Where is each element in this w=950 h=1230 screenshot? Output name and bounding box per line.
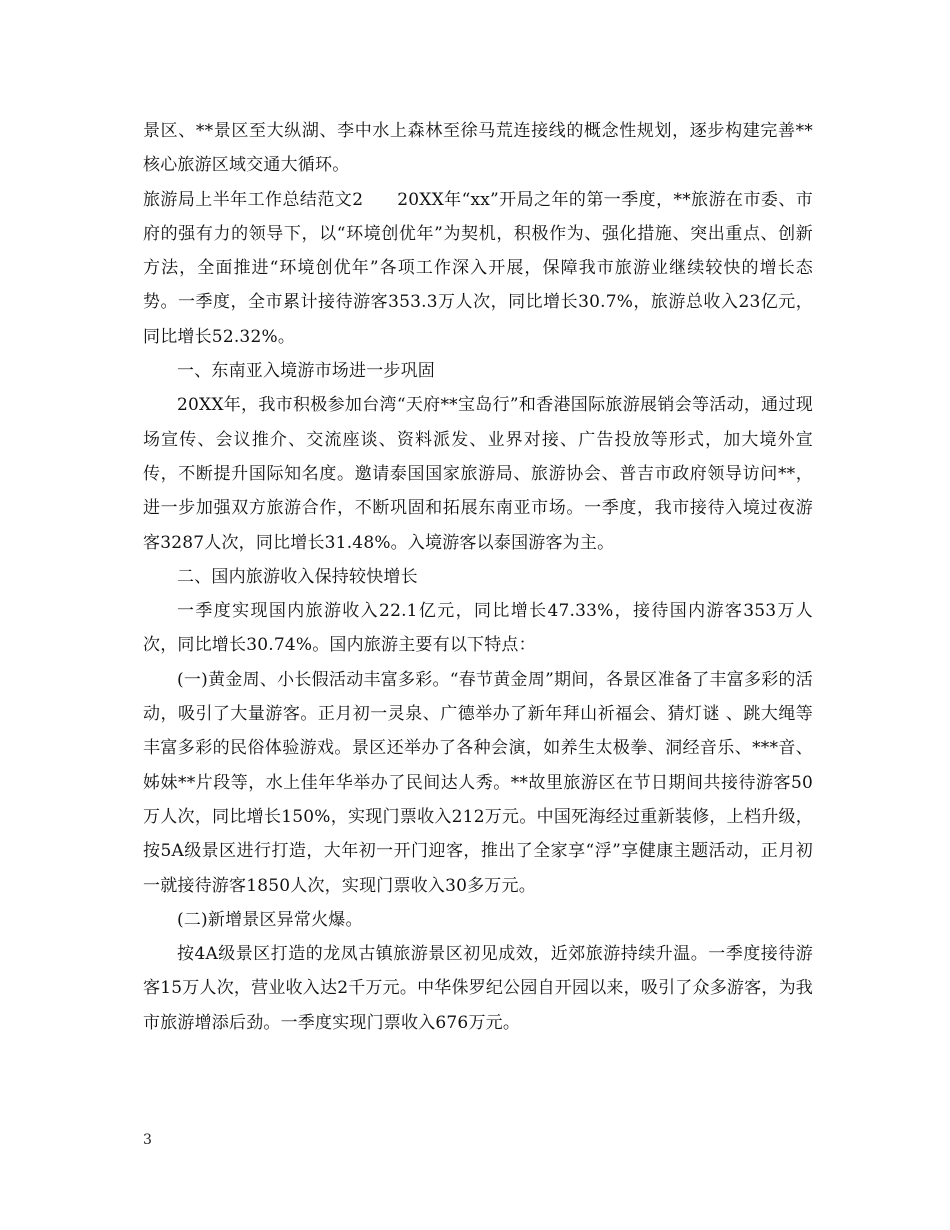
page-number: 3 <box>143 1132 152 1148</box>
heading-1: 一、东南亚入境游市场进一步巩固 <box>177 361 435 382</box>
paragraph-6: (二)新增景区异常火爆。 <box>177 909 363 930</box>
paragraph-3: 20XX年，我市积极参加台湾“天府**宝岛行”和香港国际旅游展销会等活动，通过现场宣传、会议推介、交流座谈、资料派发、业界对接、广告投放等形式，加大境外宣传，不断提升国际知名度。邀请泰国国家旅游局、旅游协会、普吉市政府领导访问**，进一步加强双方旅游合作，不断巩固和拓展东南亚市场。一季度，我市接待入境过夜游客3287人次，同比增长31.48%。入境游客以泰国游客为主。 <box>143 395 813 553</box>
paragraph-2-text: 20XX年“xx”开局之年的第一季度，**旅游在市委、市府的强有力的领导下，以“环境创优年”为契机，积极作为、强化措施、突出重点、创新方法，全面推进“环境创优年”各项工作深入开展，保障我市旅游业继续较快的增长态势。一季度，全市累计接待游客353.3万人次，同比增长30.7%，旅游总收入23亿元，同比增长52.32%。 <box>143 189 813 347</box>
document-body <box>143 114 813 1040</box>
paragraph-2 <box>143 183 813 354</box>
paragraph-1: 景区、**景区至大纵湖、李中水上森林至徐马荒连接线的概念性规划，逐步构建完善**核心旅游区域交通大循环。 <box>143 121 813 176</box>
paragraph-7: 按4A级景区打造的龙凤古镇旅游景区初见成效，近郊旅游持续升温。一季度接待游客15万人次，营业收入达2千万元。中华侏罗纪公园自开园以来，吸引了众多游客，为我市旅游增添后劲。一季度实现门票收入676万元。 <box>143 944 813 1033</box>
paragraph-5: (一)黄金周、小长假活动丰富多彩。“春节黄金周”期间，各景区准备了丰富多彩的活动，吸引了大量游客。正月初一灵泉、广德举办了新年拜山祈福会、猜灯谜 、跳大绳等丰富多彩的民俗体验游戏。景区还举办了各种会演，如养生太极拳、洞经音乐、***音、姊妹**片段等，水上佳年华举办了民间达人秀。**故里旅游区在节日期间共接待游客50万人次，同比增长150%，实现门票收入212万元。中国死海经过重新装修，上档升级，按5A级景区进行打造，大年初一开门迎客，推出了全家享“浮”享健康主题活动，正月初一就接待游客1850人次，实现门票收入30多万元。 <box>143 669 813 896</box>
section-title: 旅游局上半年工作总结范文2 <box>143 189 364 210</box>
paragraph-4: 一季度实现国内旅游收入22.1亿元，同比增长47.33%，接待国内游客353万人次，同比增长30.74%。国内旅游主要有以下特点： <box>143 601 813 656</box>
heading-2: 二、国内旅游收入保持较快增长 <box>177 566 418 587</box>
